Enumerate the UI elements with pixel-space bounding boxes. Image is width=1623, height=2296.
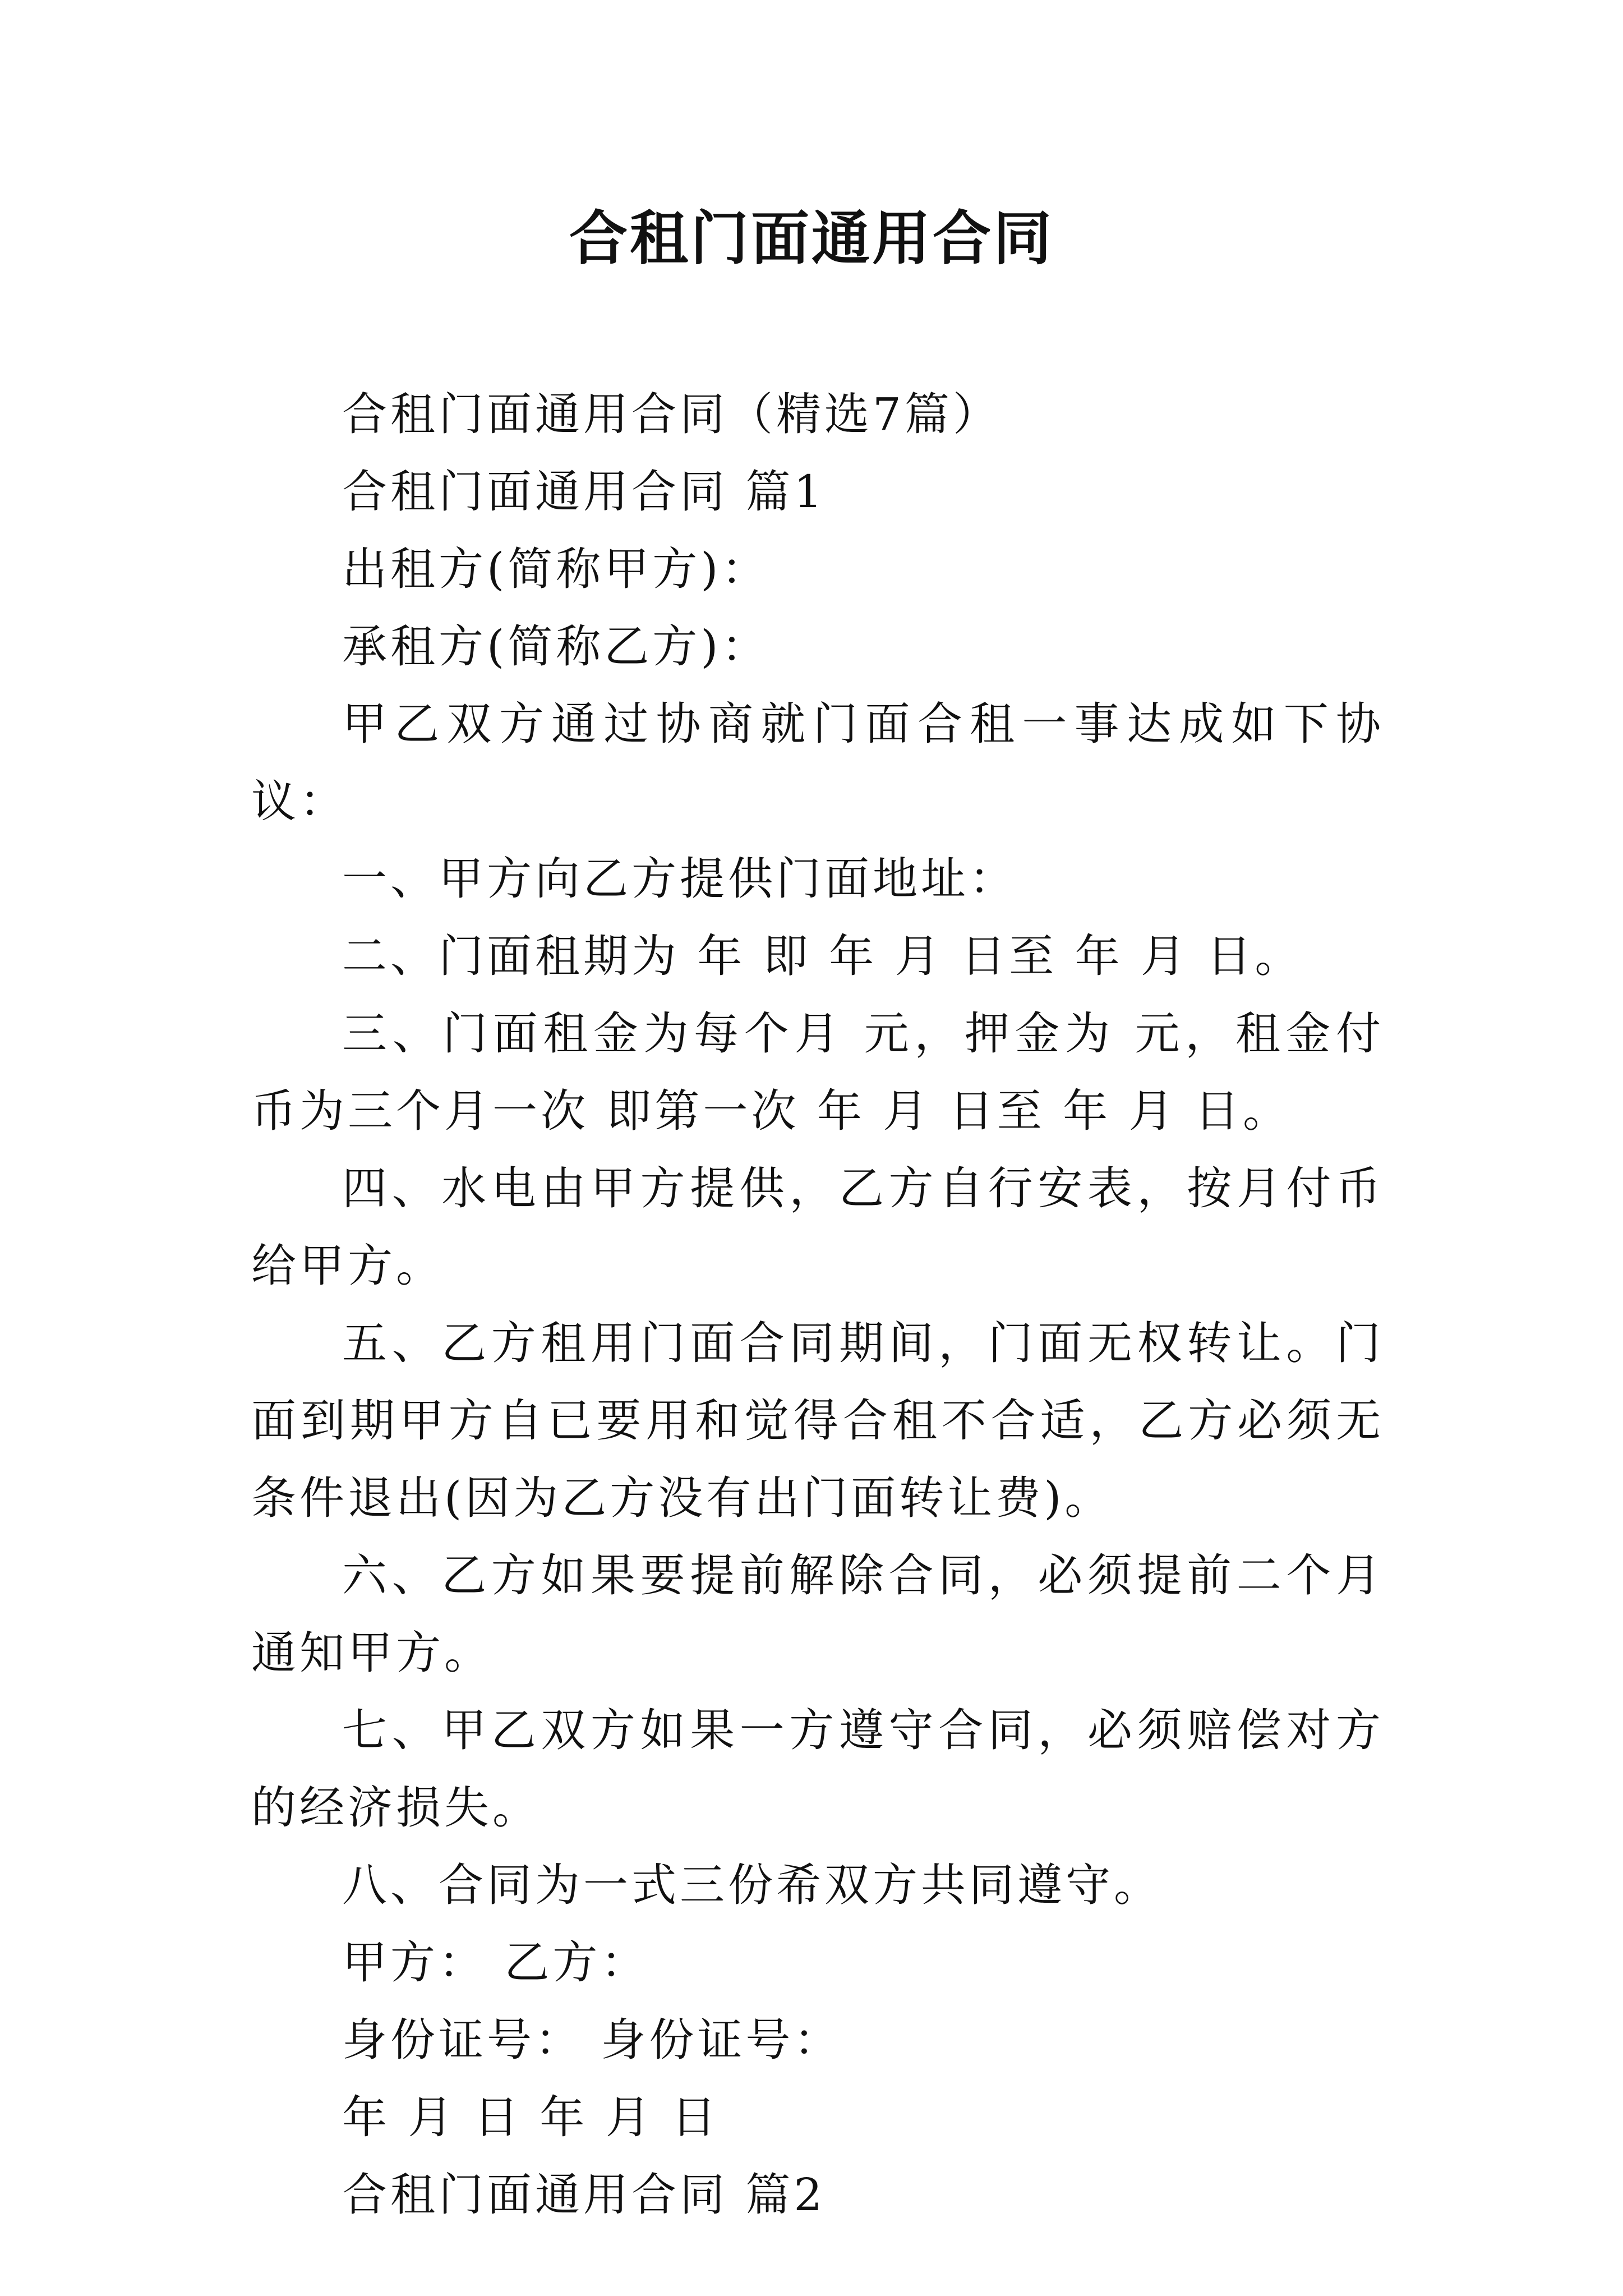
paragraph: 甲乙双方通过协商就门面合租一事达成如下协议： [251,698,1384,827]
date-line: 年 月 日 年 月 日 [342,2091,720,2143]
clause: 二、门面租期为 年 即 年 月 日至 年 月 日。 [342,930,1303,982]
document-title: 合租门面通用合同 [569,204,1054,273]
paragraph: 承租方(简称乙方)： [342,620,770,673]
clause: 三、门面租金为每个月 元，押金为 元，租金付币为三个月一次 即第一次 年 月 日至 年 月 日。 [251,1007,1384,1137]
document-body [251,376,1384,2234]
clause: 七、甲乙双方如果一方遵守合同，必须赔偿对方的经济损失。 [251,1704,1384,1834]
clause: 四、水电由甲方提供，乙方自行安表，按月付币给甲方。 [251,1162,1384,1292]
paragraph: 出租方(简称甲方)： [342,543,770,595]
clause: 六、乙方如果要提前解除合同，必须提前二个月通知甲方。 [251,1549,1384,1679]
clause: 五、乙方租用门面合同期间，门面无权转让。门面到期甲方自已要用和觉得合租不合适，乙方必须无条件退出(因为乙方没有出门面转让费)。 [251,1317,1384,1524]
paragraph-subtitle: 合租门面通用合同（精选7篇） [342,388,1001,440]
section-heading: 合租门面通用合同 篇2 [342,2169,826,2221]
signature-line: 身份证号： 身份证号： [342,2014,842,2066]
section-heading: 合租门面通用合同 篇1 [342,466,826,518]
signature-line: 甲方： 乙方： [342,1936,649,1989]
clause: 一、甲方向乙方提供门面地址： [342,853,1017,905]
clause: 八、合同为一式三份希双方共同遵守。 [342,1859,1162,1911]
